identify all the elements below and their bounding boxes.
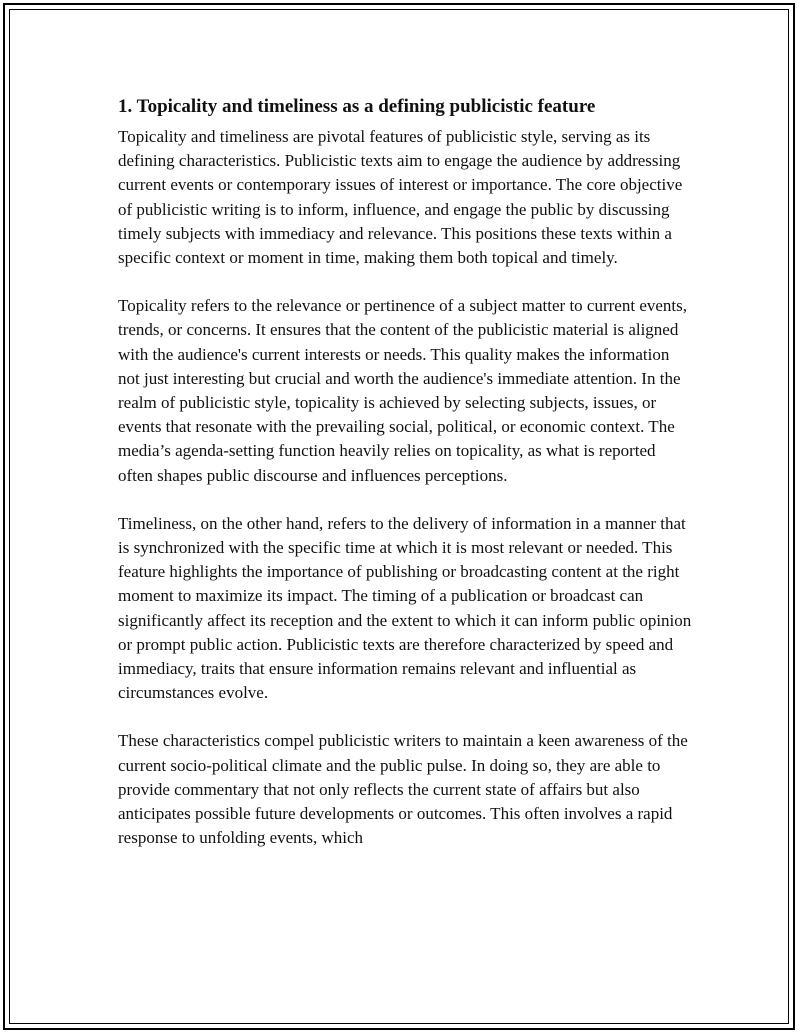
paragraph-characteristics: These characteristics compel publicistic writers to maintain a keen awareness of the current socio-political climate and the public pulse. In doing so, they are able to provide commentary that not only reflects the current state of affairs but also anticipates possible future developments or outcomes. This often involves a rapid response to unfolding events, which (118, 731, 688, 848)
document-body (118, 91, 692, 874)
section-heading: 1. Topicality and timeliness as a defining publicistic feature (118, 96, 596, 117)
paragraph-topicality: Topicality refers to the relevance or pertinence of a subject matter to current events, trends, or concerns. It ensures that the content of the publicistic material is aligned with the audience's current interests or needs. This quality makes the information not just interesting but crucial and worth the audience's immediate attention. In the realm of publicistic style, topicality is achieved by selecting subjects, issues, or events that resonate with the prevailing social, political, or economic context. The media’s agenda-setting function heavily relies on topicality, as what is reported often shapes public discourse and influences perceptions. (118, 296, 687, 485)
paragraph-timeliness: Timeliness, on the other hand, refers to the delivery of information in a manner that is synchronized with the specific time at which it is most relevant or needed. This feature highlights the importance of publishing or broadcasting content at the right moment to maximize its impact. The timing of a publication or broadcast can significantly affect its reception and the extent to which it can inform public opinion or prompt public action. Publicistic texts are therefore characterized by speed and immediacy, traits that ensure information remains relevant and influential as circumstances evolve. (118, 513, 692, 703)
paragraph-intro: Topicality and timeliness are pivotal features of publicistic style, serving as its defining characteristics. Publicistic texts aim to engage the audience by addressing current events or contemporary issues of interest or importance. The core objective of publicistic writing is to inform, influence, and engage the public by discussing timely subjects with immediacy and relevance. This positions these texts within a specific context or moment in time, making them both topical and timely. (118, 127, 683, 268)
